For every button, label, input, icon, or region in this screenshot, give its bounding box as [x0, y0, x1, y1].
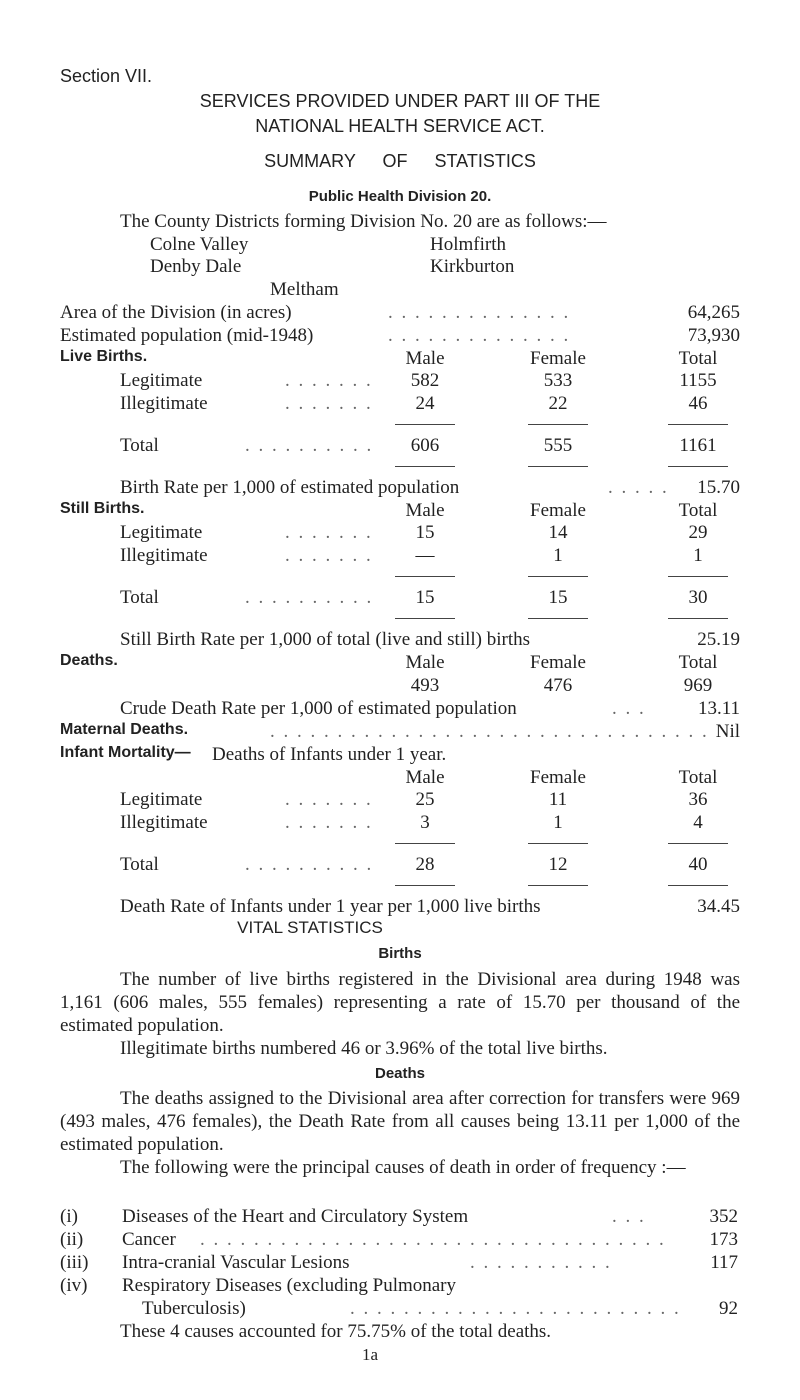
rule	[395, 885, 455, 886]
cause-2-label: Cancer	[122, 1229, 176, 1250]
deaths-paragraph-2: The following were the principal causes of death in order of frequency :—	[120, 1157, 686, 1178]
deaths-female: 476	[543, 675, 573, 696]
area-leader: . . . . . . . . . . . . . .	[388, 302, 571, 323]
dot-leader: . . . . . . . . . . . . . . . . . . . . . . . . .	[350, 1298, 681, 1319]
infant-illegitimate-label: Illegitimate	[120, 812, 208, 833]
live-births-col-male: Male	[405, 348, 445, 369]
district-holmfirth: Holmfirth	[430, 234, 506, 255]
cause-1-label: Diseases of the Heart and Circulatory System	[122, 1206, 469, 1227]
population-label: Estimated population (mid-1948)	[60, 325, 314, 346]
infant-col-total: Total	[678, 767, 718, 788]
live-births-col-total: Total	[678, 348, 718, 369]
live-births-total-total: 1161	[679, 435, 717, 456]
infant-illeg-total: 4	[693, 812, 703, 833]
birth-rate-label: Birth Rate per 1,000 of estimated population	[120, 477, 460, 498]
live-births-heading: Live Births.	[60, 348, 148, 365]
death-rate-value: 13.11	[697, 698, 740, 719]
death-rate-label: Crude Death Rate per 1,000 of estimated population	[120, 698, 517, 719]
title-line-1: SERVICES PROVIDED UNDER PART III OF THE	[199, 91, 601, 111]
dot-leader: . . . . . . .	[285, 812, 373, 833]
dot-leader: . . . . . . . . . . .	[470, 1252, 612, 1273]
dot-leader: . . . . . . . . . . . . . . . . . . . . . . . . . . . . . . . . . . .	[200, 1229, 666, 1250]
infant-legit-male: 25	[415, 789, 435, 810]
deaths-col-total: Total	[678, 652, 718, 673]
dot-leader: . . . . . . .	[285, 522, 373, 543]
district-meltham: Meltham	[270, 279, 339, 300]
live-births-legit-male: 582	[410, 370, 440, 391]
maternal-deaths-value: Nil	[715, 721, 740, 742]
live-births-legitimate-label: Legitimate	[120, 370, 203, 391]
still-births-col-female: Female	[530, 500, 586, 521]
vital-statistics-heading: VITAL STATISTICS	[237, 918, 383, 937]
live-births-illeg-male: 24	[415, 393, 435, 414]
live-births-illeg-female: 22	[548, 393, 568, 414]
cause-2-number: (ii)	[60, 1229, 84, 1250]
still-births-total-male: 15	[415, 587, 435, 608]
infant-total-male: 28	[415, 854, 435, 875]
live-births-col-female: Female	[530, 348, 586, 369]
cause-1-number: (i)	[60, 1206, 78, 1227]
still-births-illeg-total: 1	[693, 545, 703, 566]
still-births-heading: Still Births.	[60, 500, 145, 517]
dot-leader: . . . . . . . . . .	[245, 435, 374, 456]
cause-4-number: (iv)	[60, 1275, 88, 1296]
dot-leader: . . . . . . . . . .	[245, 587, 374, 608]
infant-legit-total: 36	[688, 789, 708, 810]
deaths-col-female: Female	[530, 652, 586, 673]
cause-2-value: 173	[709, 1229, 738, 1250]
live-births-total-male: 606	[410, 435, 440, 456]
live-births-illeg-total: 46	[688, 393, 708, 414]
division-heading: Public Health Division 20.	[308, 188, 492, 205]
still-births-illegitimate-label: Illegitimate	[120, 545, 208, 566]
rule	[395, 843, 455, 844]
rule	[528, 424, 588, 425]
area-label: Area of the Division (in acres)	[60, 302, 292, 323]
infant-illeg-female: 1	[553, 812, 563, 833]
rule	[528, 885, 588, 886]
district-colne-valley: Colne Valley	[150, 234, 249, 255]
cause-4-label: Respiratory Diseases (excluding Pulmonary	[122, 1275, 457, 1296]
dot-leader: . . . . . . . . . . . . . . . . . . . . . . . . . . . . . . . . .	[270, 721, 709, 742]
summary-heading: SUMMARY OF STATISTICS	[264, 151, 536, 171]
still-birth-rate-value: 25.19	[697, 629, 740, 650]
births-paragraph-2: Illegitimate births numbered 46 or 3.96% of the total live births.	[120, 1038, 608, 1059]
live-births-legit-total: 1155	[679, 370, 717, 391]
dot-leader: . . .	[612, 698, 646, 719]
live-births-total-label: Total	[120, 435, 159, 456]
cause-3-number: (iii)	[60, 1252, 89, 1273]
still-births-legitimate-label: Legitimate	[120, 522, 203, 543]
still-births-legit-male: 15	[415, 522, 435, 543]
cause-3-label: Intra-cranial Vascular Lesions	[122, 1252, 350, 1273]
still-births-total-label: Total	[120, 587, 159, 608]
rule	[668, 576, 728, 577]
title-line-2: NATIONAL HEALTH SERVICE ACT.	[255, 116, 545, 136]
infant-total-label: Total	[120, 854, 159, 875]
deaths-total: 969	[683, 675, 713, 696]
dot-leader: . . . . . . .	[285, 789, 373, 810]
infant-rate-label: Death Rate of Infants under 1 year per 1,000 live births	[120, 896, 541, 917]
rule	[528, 618, 588, 619]
births-heading: Births	[378, 945, 422, 962]
live-births-legit-female: 533	[543, 370, 573, 391]
population-leader: . . . . . . . . . . . . . .	[388, 325, 571, 346]
dot-leader: . . . . .	[608, 477, 669, 498]
still-births-illeg-male: —	[415, 545, 435, 566]
dot-leader: . . . . . . . . . .	[245, 854, 374, 875]
population-value: 73,930	[687, 325, 740, 346]
still-births-legit-female: 14	[548, 522, 568, 543]
still-births-col-total: Total	[678, 500, 718, 521]
cause-4-value: 92	[719, 1298, 738, 1319]
still-births-col-male: Male	[405, 500, 445, 521]
still-births-illeg-female: 1	[553, 545, 563, 566]
deaths-col-male: Male	[405, 652, 445, 673]
district-kirkburton: Kirkburton	[430, 256, 515, 277]
cause-3-value: 117	[710, 1252, 738, 1273]
still-births-total-female: 15	[548, 587, 568, 608]
rule	[668, 843, 728, 844]
still-birth-rate-label: Still Birth Rate per 1,000 of total (live and still) births	[120, 629, 531, 650]
dot-leader: . . . . . . .	[285, 393, 373, 414]
still-births-legit-total: 29	[688, 522, 708, 543]
infant-mortality-subheading: Deaths of Infants under 1 year.	[212, 744, 447, 765]
deaths-heading: Deaths.	[60, 652, 118, 669]
rule	[528, 576, 588, 577]
dot-leader: . . .	[612, 1206, 646, 1227]
birth-rate-value: 15.70	[697, 477, 740, 498]
area-value: 64,265	[687, 302, 740, 323]
rule	[395, 424, 455, 425]
districts-intro: The County Districts forming Division No. 20 are as follows:—	[120, 211, 607, 232]
infant-col-male: Male	[405, 767, 445, 788]
still-births-total-total: 30	[688, 587, 708, 608]
cause-4-label-continued: Tuberculosis)	[142, 1298, 246, 1319]
infant-illeg-male: 3	[420, 812, 430, 833]
district-denby-dale: Denby Dale	[150, 256, 242, 277]
infant-legit-female: 11	[548, 789, 568, 810]
infant-legitimate-label: Legitimate	[120, 789, 203, 810]
live-births-illegitimate-label: Illegitimate	[120, 393, 208, 414]
causes-summary: These 4 causes accounted for 75.75% of the total deaths.	[120, 1321, 552, 1342]
births-paragraph-1: The number of live births registered in the Divisional area during 1948 was 1,161 (606 males, 555 females) representing a rate of 15.70 per thousand of the estimated population.	[60, 969, 740, 1036]
rule	[528, 466, 588, 467]
cause-1-value: 352	[709, 1206, 738, 1227]
live-births-total-female: 555	[543, 435, 573, 456]
dot-leader: . . . . . . .	[285, 370, 373, 391]
section-label: Section VII.	[60, 66, 153, 86]
rule	[668, 618, 728, 619]
deaths-male: 493	[410, 675, 440, 696]
deaths-paragraph-1: The deaths assigned to the Divisional area after correction for transfers were 969 (493 males, 476 females), the Death Rate from all causes being 13.11 per 1,000 of the estimated population.	[60, 1088, 740, 1155]
maternal-deaths-heading: Maternal Deaths.	[60, 721, 189, 738]
infant-total-female: 12	[548, 854, 568, 875]
rule	[668, 466, 728, 467]
rule	[528, 843, 588, 844]
page-number: 1a	[361, 1345, 379, 1364]
rule	[668, 424, 728, 425]
dot-leader: . . . . . . .	[285, 545, 373, 566]
infant-col-female: Female	[530, 767, 586, 788]
deaths-narrative-heading: Deaths	[374, 1065, 426, 1082]
rule	[395, 618, 455, 619]
infant-total-total: 40	[688, 854, 708, 875]
rule	[395, 466, 455, 467]
rule	[668, 885, 728, 886]
infant-rate-value: 34.45	[697, 896, 740, 917]
rule	[395, 576, 455, 577]
infant-mortality-heading: Infant Mortality—	[60, 744, 191, 761]
